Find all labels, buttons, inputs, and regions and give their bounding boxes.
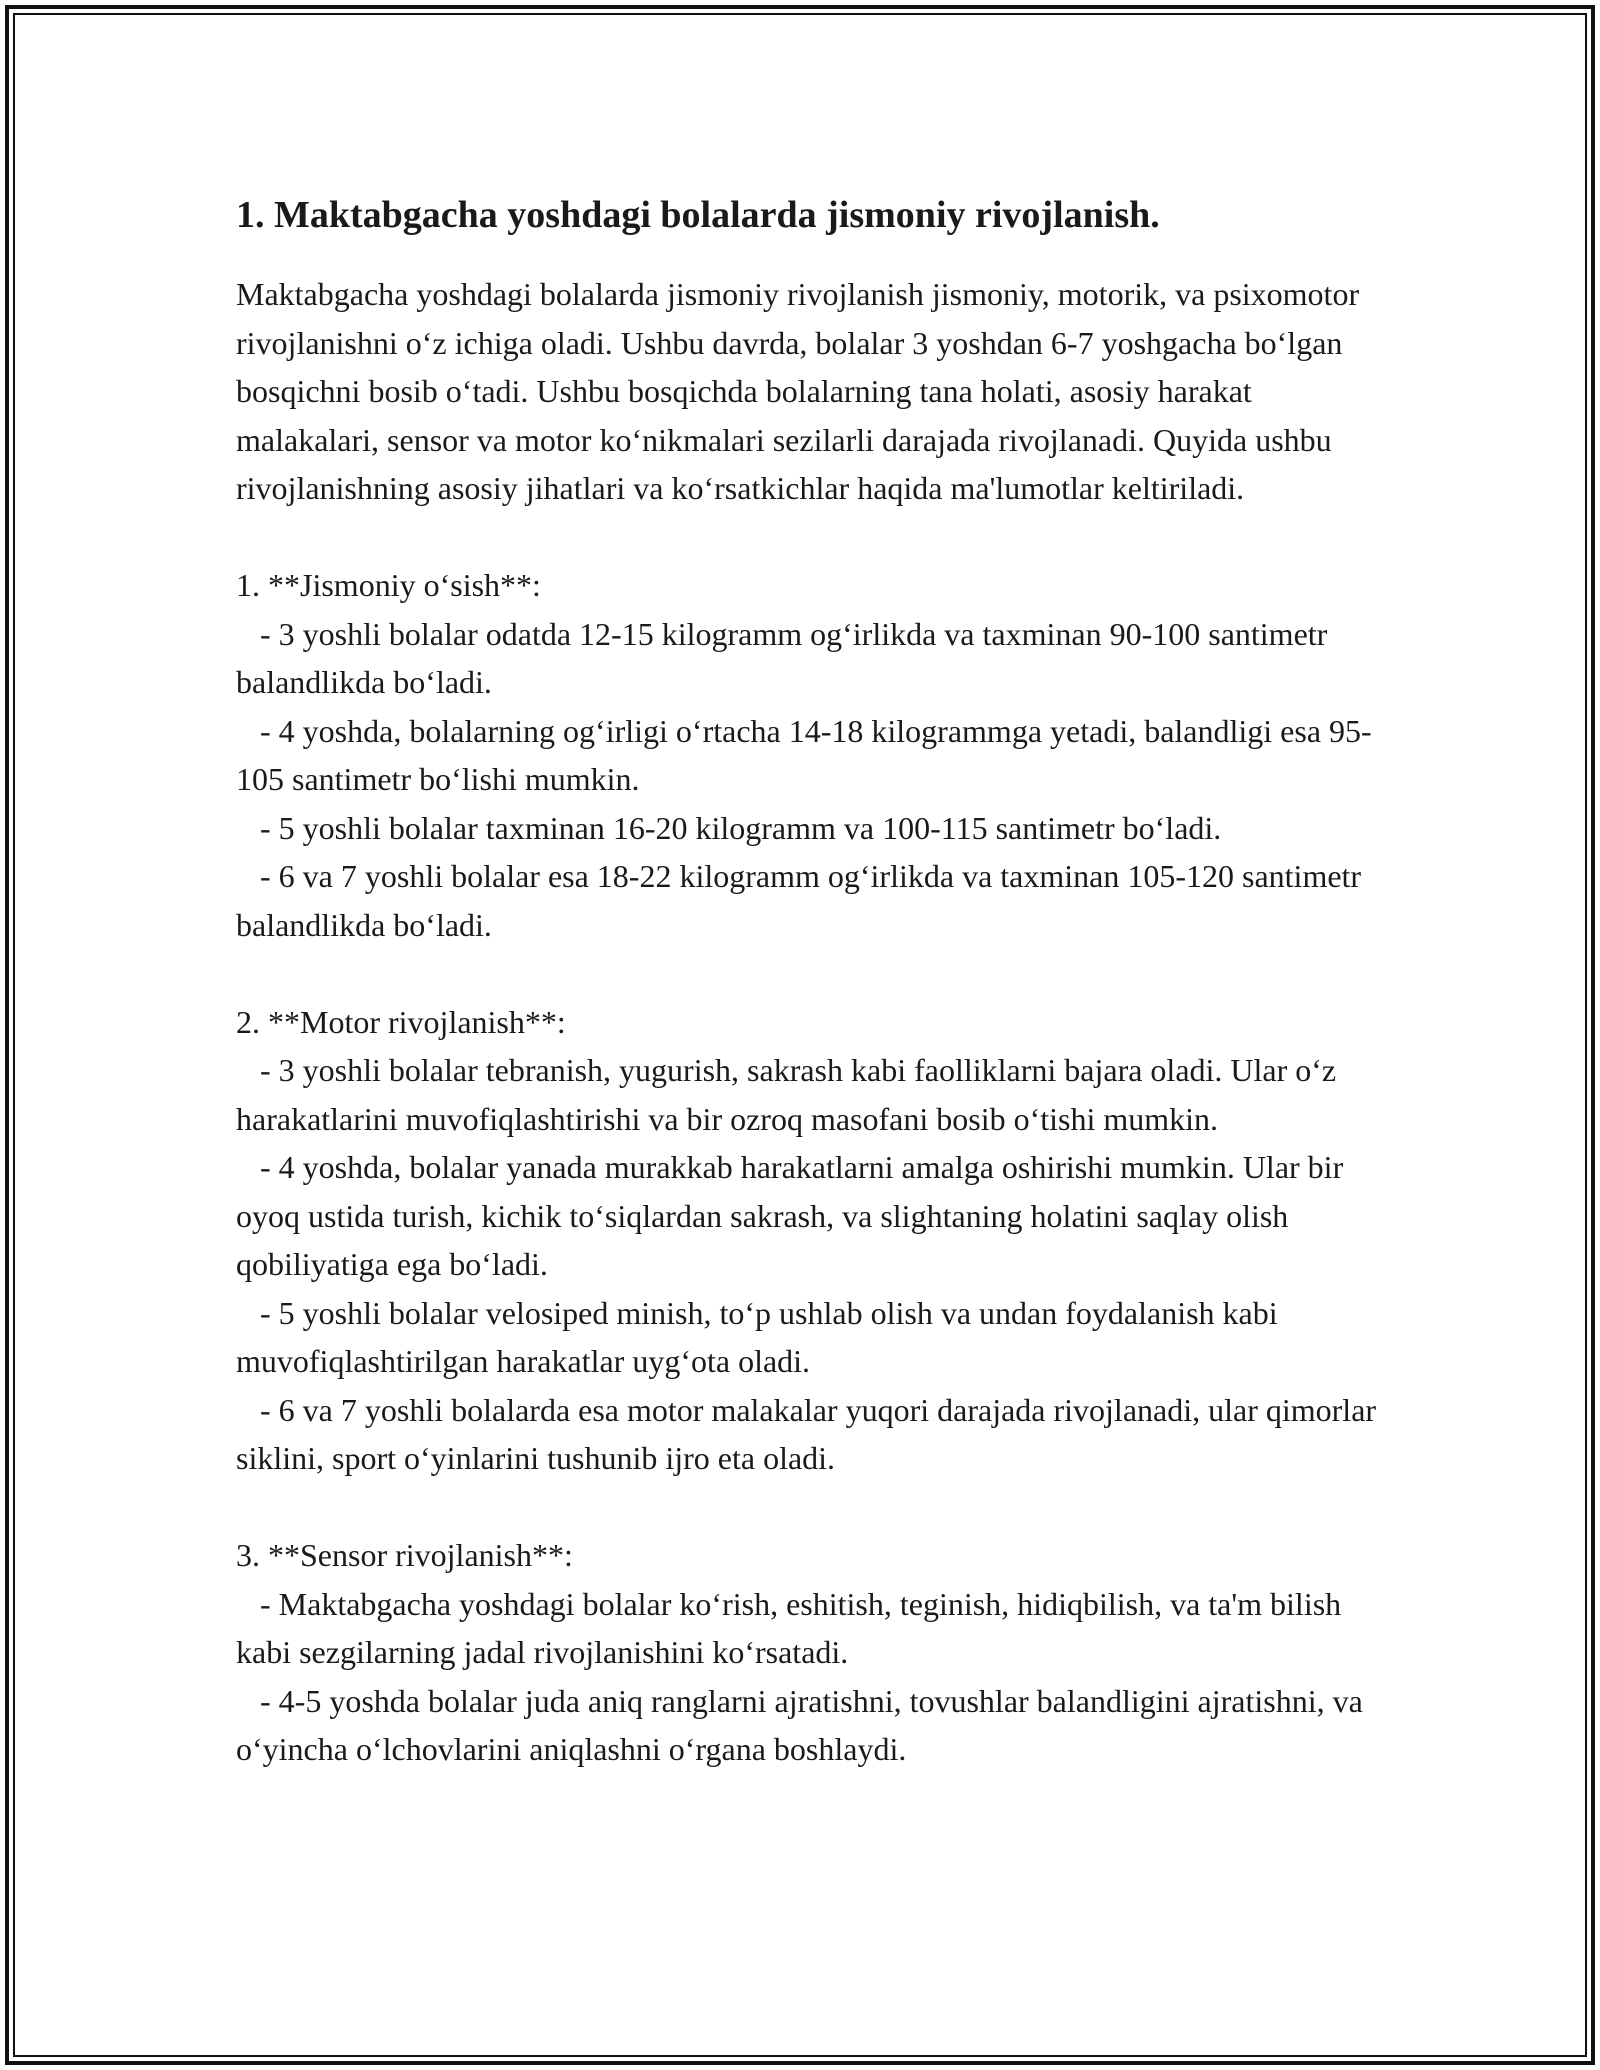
list-item: - 3 yoshli bolalar odatda 12-15 kilogramm og‘irlikda va taxminan 90-100 santimetr balandlikda bo‘ladi.: [236, 615, 1328, 700]
list-item: - 4 yoshda, bolalar yanada murakkab harakatlarni amalga oshirishi mumkin. Ular bir oyoq ustida turish, kichik to‘siqlardan sakrash, va slightaning holatini saqlay olish qobiliyatiga ega bo‘ladi.: [236, 1149, 1344, 1282]
section-sensory-development: [236, 1531, 1386, 1774]
section-motor-development: [236, 998, 1386, 1483]
list-item: - 5 yoshli bolalar velosiped minish, to‘p ushlab olish va undan foydalanish kabi muvofiqlashtirilgan harakatlar uyg‘ota oladi.: [236, 1294, 1278, 1379]
intro-paragraph: Maktabgacha yoshdagi bolalarda jismoniy rivojlanish jismoniy, motorik, va psixomotor rivojlanishni o‘z ichiga oladi. Ushbu davrda, bolalar 3 yoshdan 6-7 yoshgacha bo‘lgan bosqichni bosib o‘tadi. Ushbu bosqichda bolalarning tana holati, asosiy harakat malakalari, sensor va motor ko‘nikmalari sezilarli darajada rivojlanadi. Quyida ushbu rivojlanishning asosiy jihatlari va ko‘rsatkichlar haqida ma'lumotlar keltiriladi.: [236, 276, 1360, 506]
section-title: 2. **Motor rivojlanish**:: [236, 1003, 566, 1040]
list-item: - 6 va 7 yoshli bolalarda esa motor malakalar yuqori darajada rivojlanadi, ular qimorlar siklini, sport o‘yinlarini tushunib ijro eta oladi.: [236, 1391, 1377, 1476]
list-item: - 4-5 yoshda bolalar juda aniq ranglarni ajratishni, tovushlar balandligini ajratishni, va o‘yincha o‘lchovlarini aniqlashni o‘rgana boshlaydi.: [236, 1682, 1363, 1767]
list-item: - 3 yoshli bolalar tebranish, yugurish, sakrash kabi faolliklarni bajara oladi. Ular o‘z harakatlarini muvofiqlashtirishi va bir ozroq masofani bosib o‘tishi mumkin.: [236, 1052, 1337, 1137]
section-physical-growth: [236, 561, 1386, 949]
list-item: - 5 yoshli bolalar taxminan 16-20 kilogramm va 100-115 santimetr bo‘ladi.: [260, 809, 1222, 846]
paragraph-gap: [236, 1483, 1386, 1532]
section-title: 3. **Sensor rivojlanish**:: [236, 1537, 573, 1573]
paragraph-gap: [236, 949, 1386, 998]
document-body: [236, 186, 1386, 1774]
list-item: - 6 va 7 yoshli bolalar esa 18-22 kilogramm og‘irlikda va taxminan 105-120 santimetr balandlikda bo‘ladi.: [236, 858, 1362, 943]
document-heading: 1. Maktabgacha yoshdagi bolalarda jismoniy rivojlanish.: [236, 194, 1160, 236]
section-title: 1. **Jismoniy o‘sish**:: [236, 567, 541, 603]
list-item: - 4 yoshda, bolalarning og‘irligi o‘rtacha 14-18 kilogrammga yetadi, balandligi esa 95-105 santimetr bo‘lishi mumkin.: [236, 712, 1372, 797]
list-item: - Maktabgacha yoshdagi bolalar ko‘rish, eshitish, teginish, hidiqbilish, va ta'm bilish kabi sezgilarning jadal rivojlanishini ko‘rsatadi.: [236, 1585, 1342, 1670]
paragraph-gap: [236, 513, 1386, 562]
